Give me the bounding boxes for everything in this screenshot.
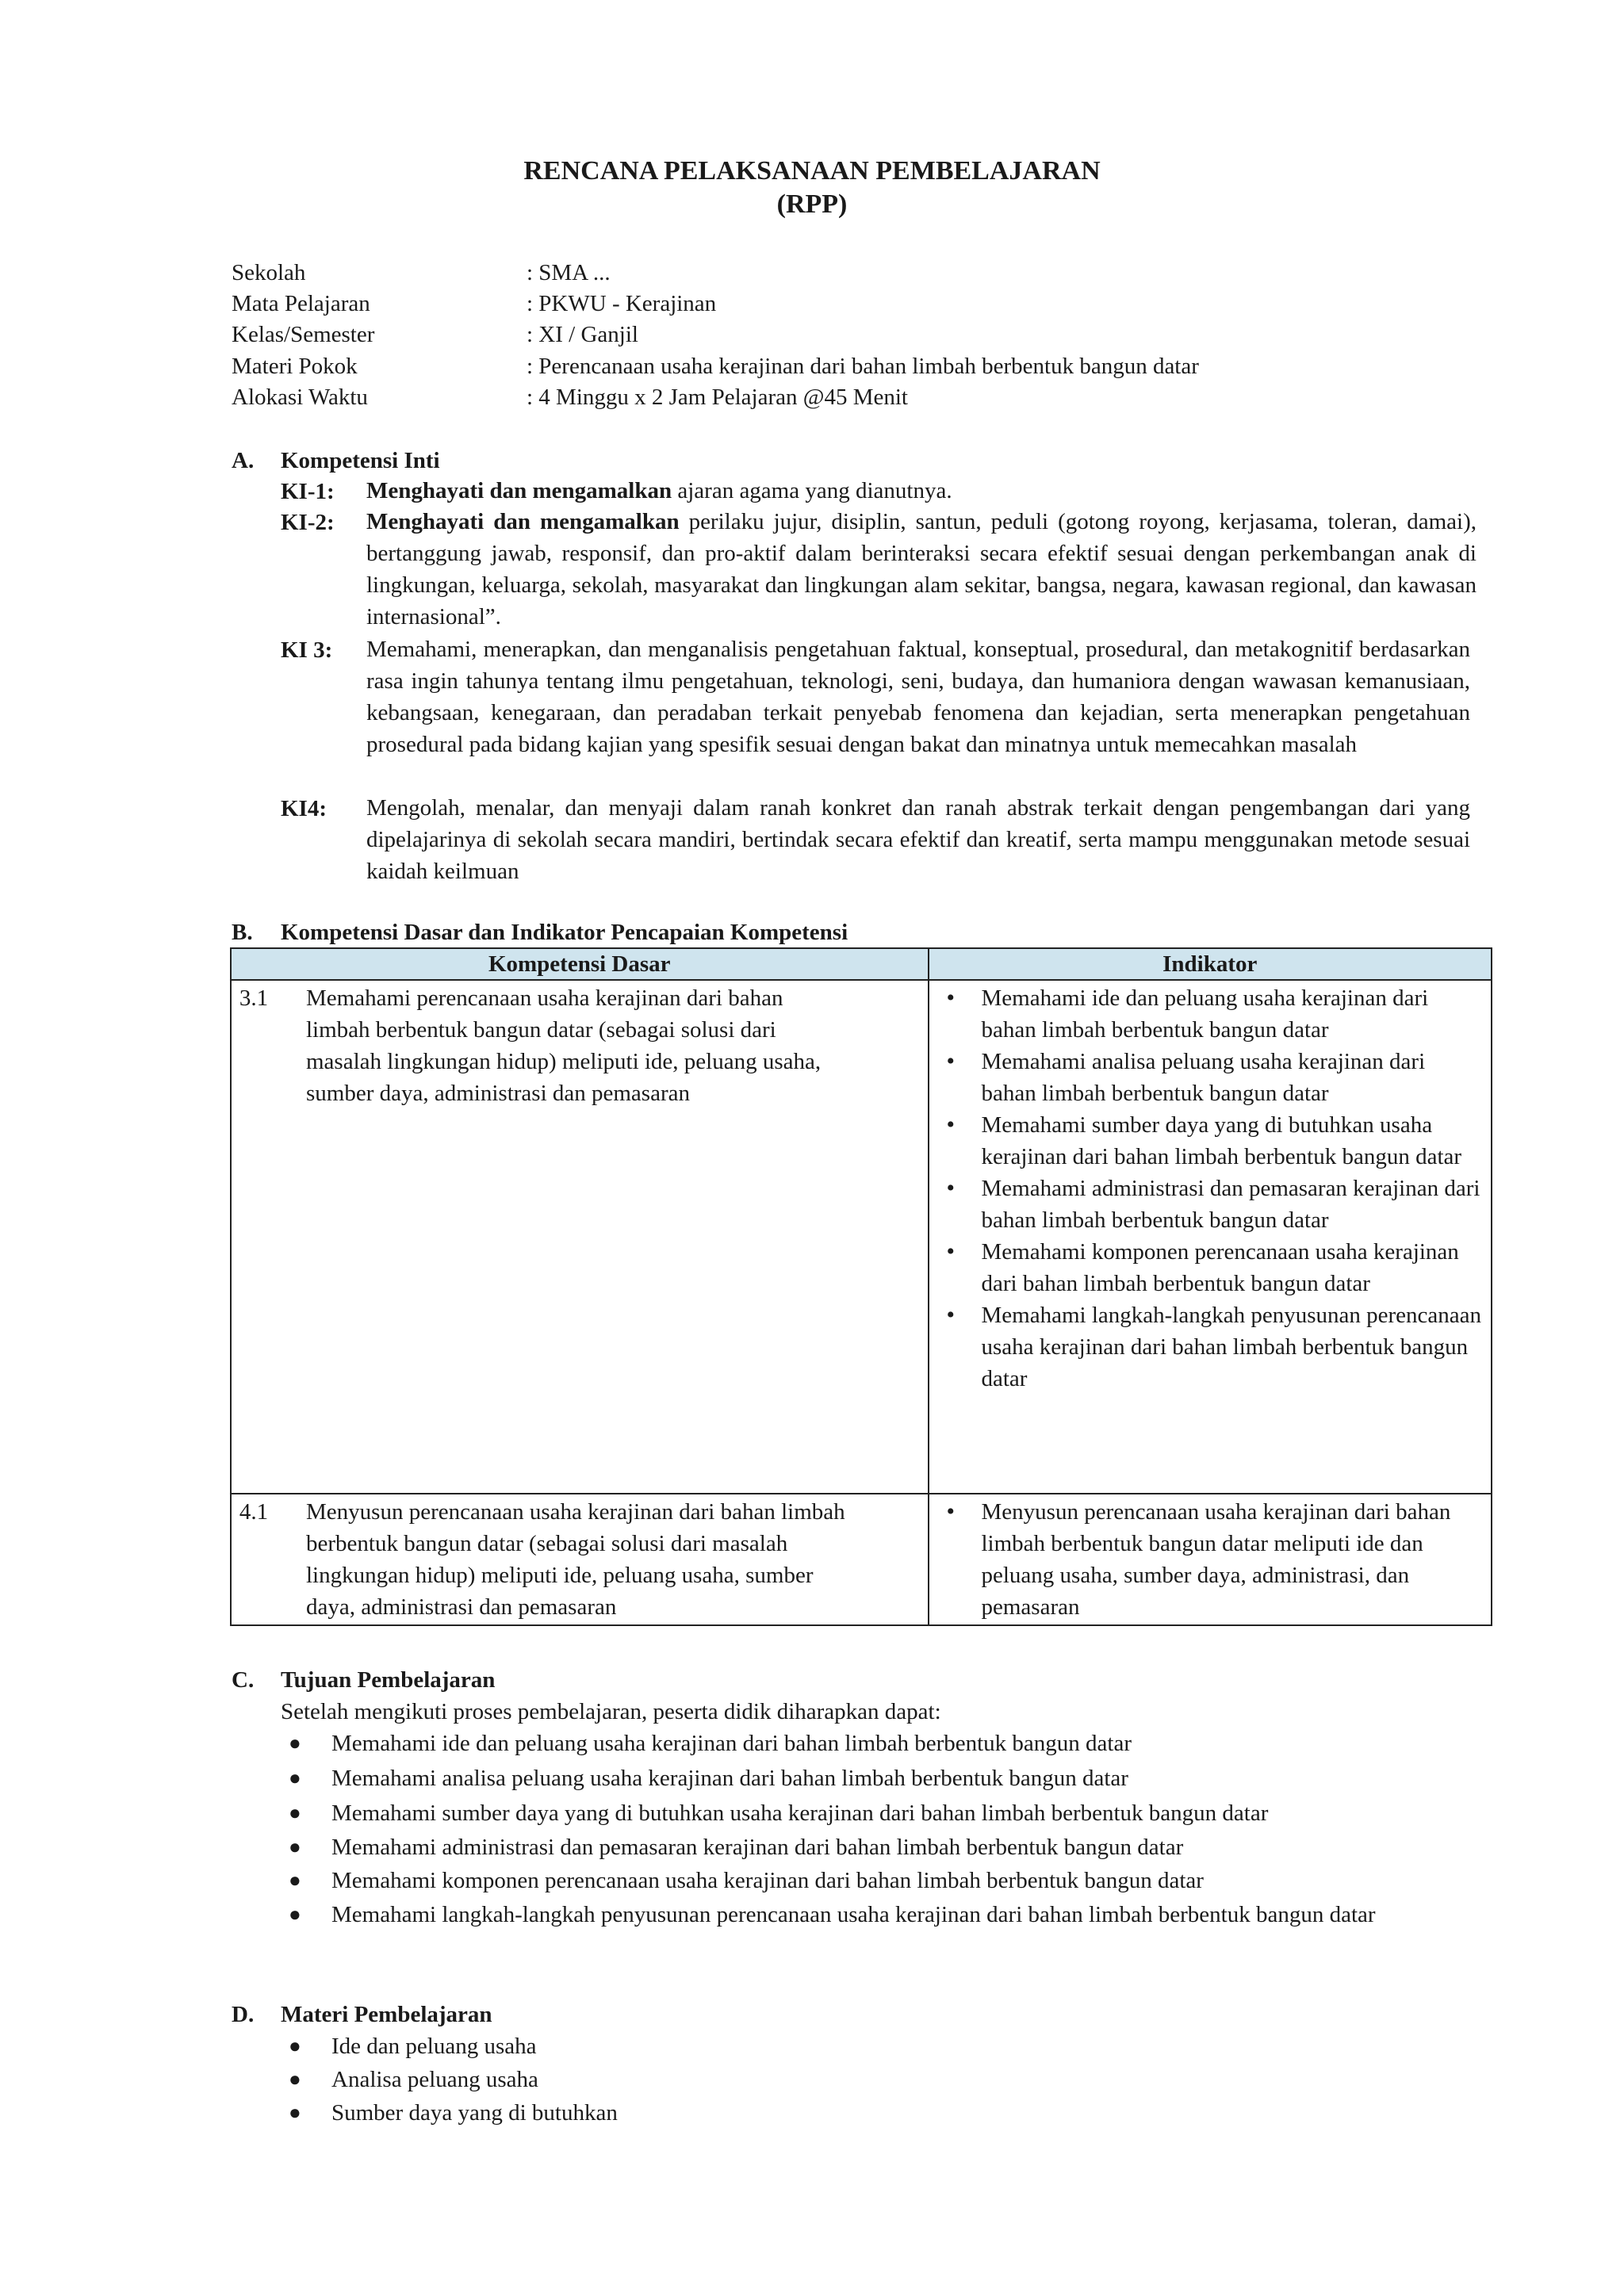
identity-label: Kelas/Semester — [232, 322, 375, 347]
ki-code: KI-2: — [281, 510, 335, 535]
list-item: • Memahami analisa peluang usaha kerajinan dari bahan limbah berbentuk bangun datar — [982, 1046, 1485, 1109]
identity-value: : PKWU - Kerajinan — [527, 291, 717, 316]
list-item: • Memahami langkah-langkah penyusunan perencanaan usaha kerajinan dari bahan limbah berbentuk bangun datar — [982, 1299, 1485, 1395]
section-heading: Kompetensi Dasar dan Indikator Pencapaian Kompetensi — [281, 920, 848, 945]
kd-cell — [231, 980, 929, 1494]
ki-code: KI 3: — [281, 637, 333, 663]
list-item: Memahami langkah-langkah penyusunan perencanaan usaha kerajinan dari bahan limbah berbentuk bangun datar — [331, 1902, 1376, 1927]
list-item: • Memahami ide dan peluang usaha kerajinan dari bahan limbah berbentuk bangun datar — [982, 982, 1485, 1046]
kd-cell — [231, 1494, 929, 1625]
document-title: RENCANA PELAKSANAAN PEMBELAJARAN — [523, 156, 1101, 186]
section-letter: C. — [232, 1667, 255, 1693]
identity-value: : 4 Minggu x 2 Jam Pelajaran @45 Menit — [527, 385, 908, 410]
table-row — [231, 1494, 1492, 1625]
section-heading: Tujuan Pembelajaran — [281, 1667, 496, 1693]
list-item: Sumber daya yang di butuhkan — [331, 2100, 618, 2126]
ki-code: KI-1: — [281, 479, 335, 504]
kd-text: Menyusun perencanaan usaha kerajinan dari bahan limbah berbentuk bangun datar (sebagai solusi dari masalah lingkungan hidup) meliputi ide, peluang usaha, sumber daya, administrasi dan pemasaran — [306, 1499, 845, 1620]
indikator-cell — [929, 980, 1492, 1494]
list-item: • Memahami administrasi dan pemasaran kerajinan dari bahan limbah berbentuk bangun datar — [982, 1173, 1485, 1236]
bullet-icon: ● — [289, 1903, 301, 1926]
list-item: Memahami administrasi dan pemasaran kerajinan dari bahan limbah berbentuk bangun datar — [331, 1835, 1184, 1860]
ki-text: Menghayati dan mengamalkan ajaran agama yang dianutnya. — [366, 478, 952, 503]
list-item: • Memahami komponen perencanaan usaha kerajinan dari bahan limbah berbentuk bangun datar — [982, 1236, 1485, 1299]
bullet-icon: ● — [289, 2101, 301, 2124]
table-header-row — [231, 948, 1492, 980]
kd-text: Memahami perencanaan usaha kerajinan dari bahan limbah berbentuk bangun datar (sebagai solusi dari masalah lingkungan hidup) meliputi ide, peluang usaha, sumber daya, administrasi dan pemasaran — [306, 985, 822, 1106]
section-letter: D. — [232, 2002, 255, 2027]
indikator-list — [929, 1496, 1485, 1623]
section-letter: B. — [232, 920, 253, 945]
list-item: Memahami komponen perencanaan usaha kerajinan dari bahan limbah berbentuk bangun datar — [331, 1868, 1204, 1893]
bullet-icon: ● — [289, 1801, 301, 1824]
column-header-kd: Kompetensi Dasar — [231, 948, 929, 980]
list-item: Ide dan peluang usaha — [331, 2034, 537, 2059]
indikator-cell — [929, 1494, 1492, 1625]
list-item: • Memahami sumber daya yang di butuhkan usaha kerajinan dari bahan limbah berbentuk bangun datar — [982, 1109, 1485, 1173]
indikator-list — [929, 982, 1485, 1395]
list-item: Memahami sumber daya yang di butuhkan usaha kerajinan dari bahan limbah berbentuk bangun datar — [331, 1800, 1269, 1826]
bullet-icon: ● — [289, 2068, 301, 2091]
ki-text: Menghayati dan mengamalkan perilaku jujur, disiplin, santun, peduli (gotong royong, kerjasama, toleran, damai), bertanggung jawab, responsif, dan pro-aktif dalam berinteraksi secara efektif sesuai dengan perkembangan anak di lingkungan, keluarga, sekolah, masyarakat dan lingkungan alam sekitar, bangsa, negara, kawasan regional, dan kawasan internasional”. — [366, 509, 1477, 629]
bullet-icon: ● — [289, 1732, 301, 1755]
kd-indikator-table — [230, 947, 1492, 1626]
identity-label: Alokasi Waktu — [232, 385, 368, 410]
bullet-icon: ● — [289, 1766, 301, 1789]
section-letter: A. — [232, 448, 255, 473]
list-item: • Menyusun perencanaan usaha kerajinan dari bahan limbah berbentuk bangun datar meliputi ide dan peluang usaha, sumber daya, administrasi, dan pemasaran — [982, 1496, 1485, 1623]
identity-value: : SMA ... — [527, 260, 611, 285]
bullet-icon: ● — [289, 2034, 301, 2057]
identity-label: Sekolah — [232, 260, 306, 285]
kd-number: 3.1 — [239, 985, 269, 1011]
list-item: Memahami ide dan peluang usaha kerajinan dari bahan limbah berbentuk bangun datar — [331, 1731, 1132, 1756]
list-item: Memahami analisa peluang usaha kerajinan dari bahan limbah berbentuk bangun datar — [331, 1766, 1128, 1791]
list-item: Analisa peluang usaha — [331, 2067, 538, 2092]
ki-text: Memahami, menerapkan, dan menganalisis pengetahuan faktual, konseptual, prosedural, dan metakognitif berdasarkan rasa ingin tahunya tentang ilmu pengetahuan, teknologi, seni, budaya, dan humaniora dengan wawasan kemanusiaan, kebangsaan, kenegaraan, dan peradaban terkait penyebab fenomena dan kejadian, serta menerapkan pengetahuan prosedural pada bidang kajian yang spesifik sesuai dengan bakat dan minatnya untuk memecahkan masalah — [366, 637, 1470, 757]
bullet-icon: ● — [289, 1835, 301, 1858]
section-heading: Kompetensi Inti — [281, 448, 440, 473]
column-header-indikator: Indikator — [929, 948, 1492, 980]
identity-label: Materi Pokok — [232, 354, 358, 379]
section-heading: Materi Pembelajaran — [281, 2002, 492, 2027]
section-intro: Setelah mengikuti proses pembelajaran, peserta didik diharapkan dapat: — [281, 1699, 941, 1724]
document-subtitle: (RPP) — [776, 189, 848, 219]
ki-code: KI4: — [281, 796, 327, 821]
bullet-icon: ● — [289, 1869, 301, 1892]
identity-value: : XI / Ganjil — [527, 322, 638, 347]
kd-number: 4.1 — [239, 1499, 269, 1525]
ki-text: Mengolah, menalar, dan menyaji dalam ranah konkret dan ranah abstrak terkait dengan pengembangan dari yang dipelajarinya di sekolah secara mandiri, bertindak secara efektif dan kreatif, serta mampu menggunakan metode sesuai kaidah keilmuan — [366, 795, 1470, 884]
table-row — [231, 980, 1492, 1494]
identity-label: Mata Pelajaran — [232, 291, 370, 316]
identity-value: : Perencanaan usaha kerajinan dari bahan limbah berbentuk bangun datar — [527, 354, 1199, 379]
